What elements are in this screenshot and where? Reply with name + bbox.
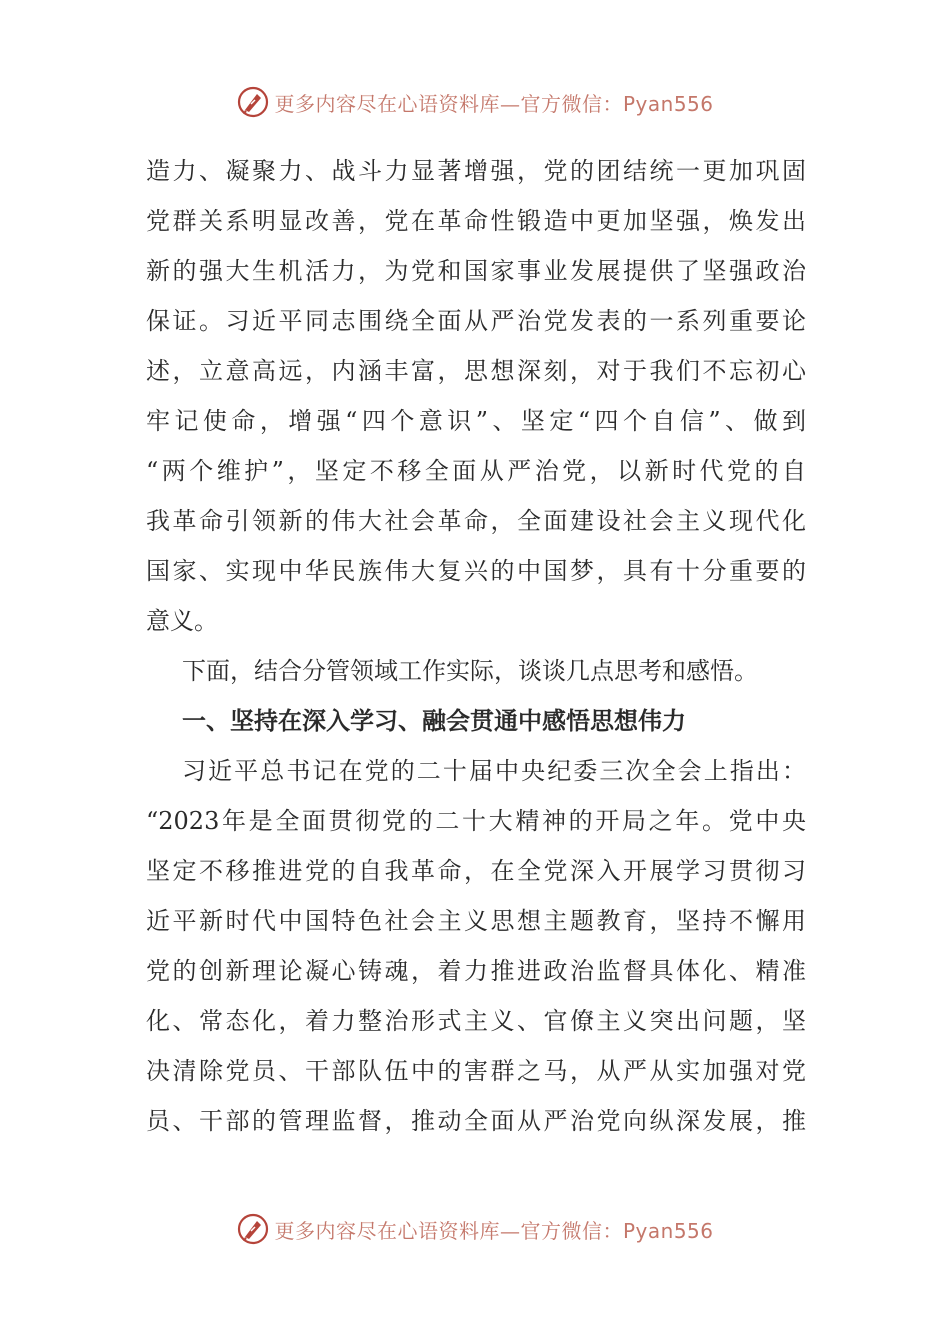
header-banner-text: 更多内容尽在心语资料库—官方微信：Pyan556 bbox=[274, 91, 714, 116]
paragraph-line: 牢记使命，增强“四个意识”、坚定“四个自信”、做到 bbox=[146, 407, 806, 435]
pen-nib-icon bbox=[236, 1212, 270, 1246]
paragraph-line: 保证。习近平同志围绕全面从严治党发表的一系列重要论 bbox=[146, 307, 806, 335]
document-body bbox=[146, 146, 806, 1146]
footer-wechat-id: Pyan556 bbox=[622, 1218, 714, 1243]
paragraph-line: 述，立意高远，内涵丰富，思想深刻，对于我们不忘初心 bbox=[146, 357, 806, 385]
paragraph-line: 造力、凝聚力、战斗力显著增强，党的团结统一更加巩固 bbox=[146, 157, 806, 185]
paragraph-line: 党的创新理论凝心铸魂，着力推进政治监督具体化、精准 bbox=[146, 957, 806, 985]
paragraph-line: 党群关系明显改善，党在革命性锻造中更加坚强，焕发出 bbox=[146, 207, 806, 235]
paragraph-line: “2023年是全面贯彻党的二十大精神的开局之年。党中央 bbox=[146, 807, 806, 835]
paragraph-line: 习近平总书记在党的二十届中央纪委三次全会上指出： bbox=[182, 757, 806, 785]
paragraph-line: 国家、实现中华民族伟大复兴的中国梦，具有十分重要的 bbox=[146, 557, 806, 585]
footer-banner bbox=[0, 1209, 950, 1249]
paragraph-line: “两个维护”，坚定不移全面从严治党，以新时代党的自 bbox=[146, 457, 806, 485]
paragraph-line: 员、干部的管理监督，推动全面从严治党向纵深发展，推 bbox=[146, 1107, 806, 1135]
footer-banner-text: 更多内容尽在心语资料库—官方微信：Pyan556 bbox=[274, 1218, 714, 1243]
header-wechat-id: Pyan556 bbox=[622, 91, 714, 116]
paragraph-line: 化、常态化，着力整治形式主义、官僚主义突出问题，坚 bbox=[146, 1007, 806, 1035]
paragraph-line: 近平新时代中国特色社会主义思想主题教育，坚持不懈用 bbox=[146, 907, 806, 935]
paragraph-line: 下面，结合分管领域工作实际，谈谈几点思考和感悟。 bbox=[182, 657, 758, 685]
paragraph-line: 意义。 bbox=[146, 607, 218, 635]
paragraph-line: 新的强大生机活力，为党和国家事业发展提供了坚强政治 bbox=[146, 257, 806, 285]
section-heading: 一、坚持在深入学习、融会贯通中感悟思想伟力 bbox=[182, 706, 686, 735]
paragraph-line: 决清除党员、干部队伍中的害群之马，从严从实加强对党 bbox=[146, 1057, 806, 1085]
paragraph-line: 坚定不移推进党的自我革命，在全党深入开展学习贯彻习 bbox=[146, 857, 806, 885]
paragraph-line: 我革命引领新的伟大社会革命，全面建设社会主义现代化 bbox=[146, 507, 806, 535]
pen-nib-icon bbox=[236, 85, 270, 119]
header-banner bbox=[0, 82, 950, 122]
